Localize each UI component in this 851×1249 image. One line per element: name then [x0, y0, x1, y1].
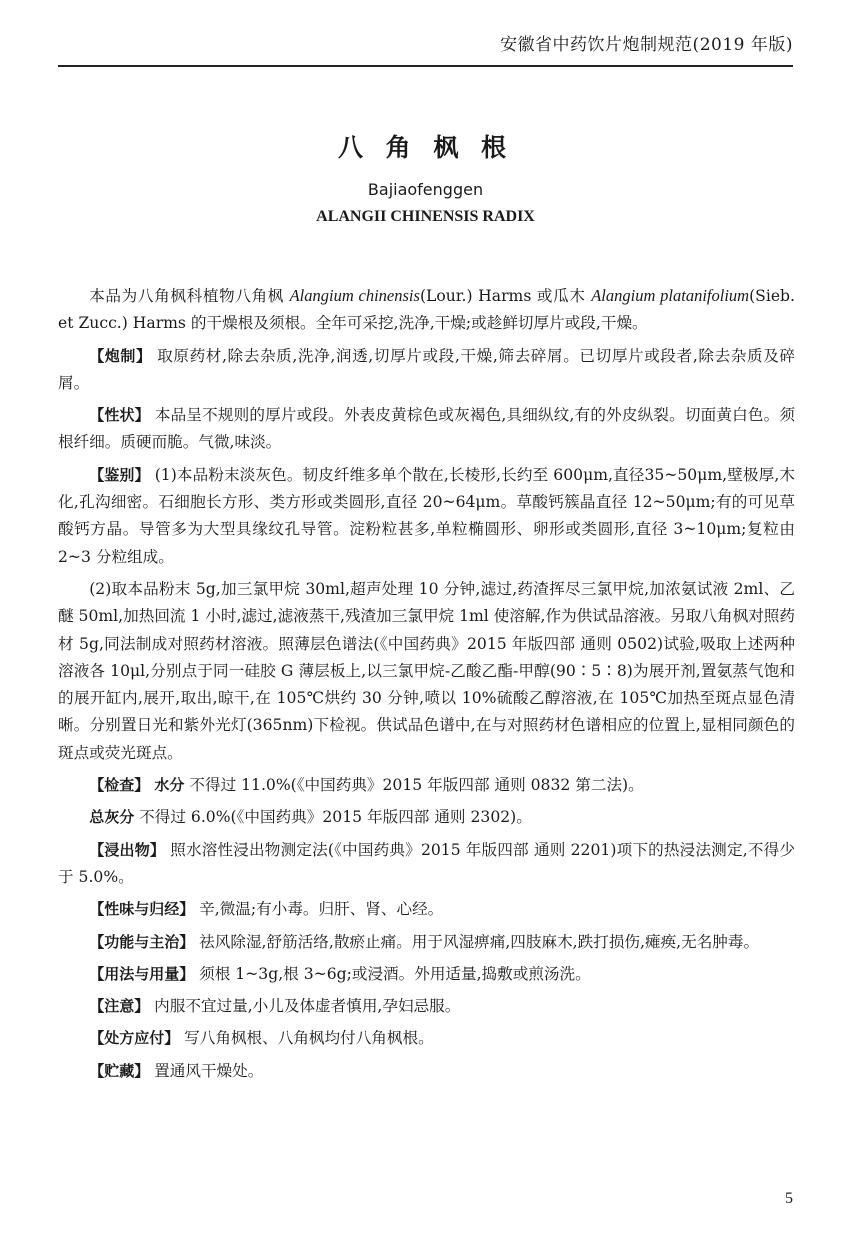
nature-label: 【性味与归经】: [89, 900, 195, 919]
storage-paragraph: [58, 1058, 795, 1085]
monograph-latin-name: ALANGII CHINENSIS RADIX: [316, 208, 535, 225]
ash-text: 不得过 6.0%(《中国药典》2015 年版四部 通则 2302)。: [134, 808, 532, 827]
species-name-1: Alangium chinensis: [289, 286, 420, 305]
extract-text: 照水溶性浸出物测定法(《中国药典》2015 年版四部 通则 2201)项下的热浸法测定,不得少于 5.0%。: [58, 840, 795, 886]
page-number: 5: [785, 1190, 793, 1207]
processing-label: 【炮制】: [89, 346, 152, 365]
prescription-label: 【处方应付】: [89, 1029, 180, 1048]
identification-paragraph-2: [58, 576, 795, 767]
storage-text: 置通风干燥处。: [149, 1061, 264, 1080]
water-label: 水分: [149, 776, 185, 795]
monograph-pinyin: Bajiaofenggen: [367, 180, 484, 199]
processing-paragraph: [58, 343, 795, 398]
extract-label: 【浸出物】: [89, 840, 166, 859]
function-text: 祛风除湿,舒筋活络,散瘀止痛。用于风湿痹痛,四肢麻木,跌打损伤,瘫痪,无名肿毒。: [194, 932, 760, 951]
description-label: 【性状】: [89, 406, 150, 425]
description-text: 本品呈不规则的厚片或段。外表皮黄棕色或灰褐色,具细纵纹,有的外皮纵裂。切面黄白色。须根纤细。质硬而脆。气微,味淡。: [58, 406, 795, 452]
monograph-body: [58, 282, 795, 1090]
storage-label: 【贮藏】: [89, 1061, 150, 1080]
identification-label: 【鉴别】: [89, 465, 150, 484]
identification-text-2: (2)取本品粉末 5g,加三氯甲烷 30ml,超声处理 10 分钟,滤过,药渣挥尽三氯甲烷,加浓氨试液 2ml、乙醚 50ml,加热回流 1 小时,滤过,滤液蒸干,残渣加三氯甲烷 1ml 使溶解,作为供试品溶液。另取八角枫对照药材 5g,同法制成对照药材溶液。照薄层色谱法(《中国药典》2015 年版四部 通则 0502)试验,吸取上述两种溶液各 10μl,分别点于同一硅胶 G 薄层板上,以三氯甲烷-乙酸乙酯-甲醇(90∶5∶8)为展开剂,置氨蒸气饱和的展开缸内,展开,取出,晾干,在 105℃烘约 30 分钟,喷以 10%硫酸乙醇溶液,在 105℃加热至斑点显色清晰。分别置日光和紫外光灯(365nm)下检视。供试品色谱中,在与对照药材色谱相应的位置上,显相同颜色的斑点或荧光斑点。: [58, 579, 795, 762]
species-name-2: Alangium platanifolium: [591, 286, 750, 305]
nature-paragraph: [58, 896, 795, 923]
prescription-text: 写八角枫根、八角枫均付八角枫根。: [179, 1029, 434, 1048]
caution-label: 【注意】: [89, 997, 150, 1016]
function-label: 【功能与主治】: [89, 932, 195, 951]
caution-paragraph: [58, 993, 795, 1020]
identification-paragraph-1: [58, 462, 795, 571]
processing-text: 取原药材,除去杂质,洗净,润透,切厚片或段,干燥,筛去碎屑。已切厚片或段者,除去杂质及碎屑。: [58, 346, 795, 392]
dosage-paragraph: [58, 961, 795, 988]
dosage-label: 【用法与用量】: [89, 964, 195, 983]
running-header: 安徽省中药饮片炮制规范(2019 年版): [58, 30, 793, 67]
inspection-label: 【检查】: [89, 776, 150, 795]
description-paragraph: [58, 402, 795, 457]
intro-text-3: (Sieb. et Zucc.) Harms 的干燥根及须根。全年可采挖,洗净,干燥;或趁鲜切厚片或段,干燥。: [58, 287, 795, 333]
intro-text-1: 本品为八角枫科植物八角枫: [89, 287, 290, 305]
intro-text-2: (Lour.) Harms 或瓜木: [419, 287, 592, 305]
monograph-title: 八 角 枫 根: [337, 133, 514, 162]
inspection-paragraph: [58, 772, 795, 799]
extract-paragraph: [58, 837, 795, 892]
ash-paragraph: [58, 804, 795, 831]
caution-text: 内服不宜过量,小儿及体虚者慎用,孕妇忌服。: [149, 997, 461, 1016]
prescription-paragraph: [58, 1025, 795, 1052]
function-paragraph: [58, 929, 795, 956]
nature-text: 辛,微温;有小毒。归肝、肾、心经。: [194, 900, 444, 919]
identification-text-1: (1)本品粉末淡灰色。韧皮纤维多单个散在,长棱形,长约至 600μm,直径35~50μm,壁极厚,木化,孔沟细密。石细胞长方形、类方形或类圆形,直径 20~64μm。草酸钙簇晶直径 12~50μm;有的可见草酸钙方晶。导管多为大型具缘纹孔导管。淀粉粒甚多,单粒椭圆形、卵形或类圆形,直径 3~10μm;复粒由 2~3 分粒组成。: [58, 465, 795, 566]
intro-paragraph: [58, 282, 795, 338]
ash-label: 总灰分: [89, 808, 135, 827]
dosage-text: 须根 1~3g,根 3~6g;或浸酒。外用适量,捣敷或煎汤洗。: [194, 964, 591, 983]
water-text: 不得过 11.0%(《中国药典》2015 年版四部 通则 0832 第二法)。: [184, 776, 644, 795]
